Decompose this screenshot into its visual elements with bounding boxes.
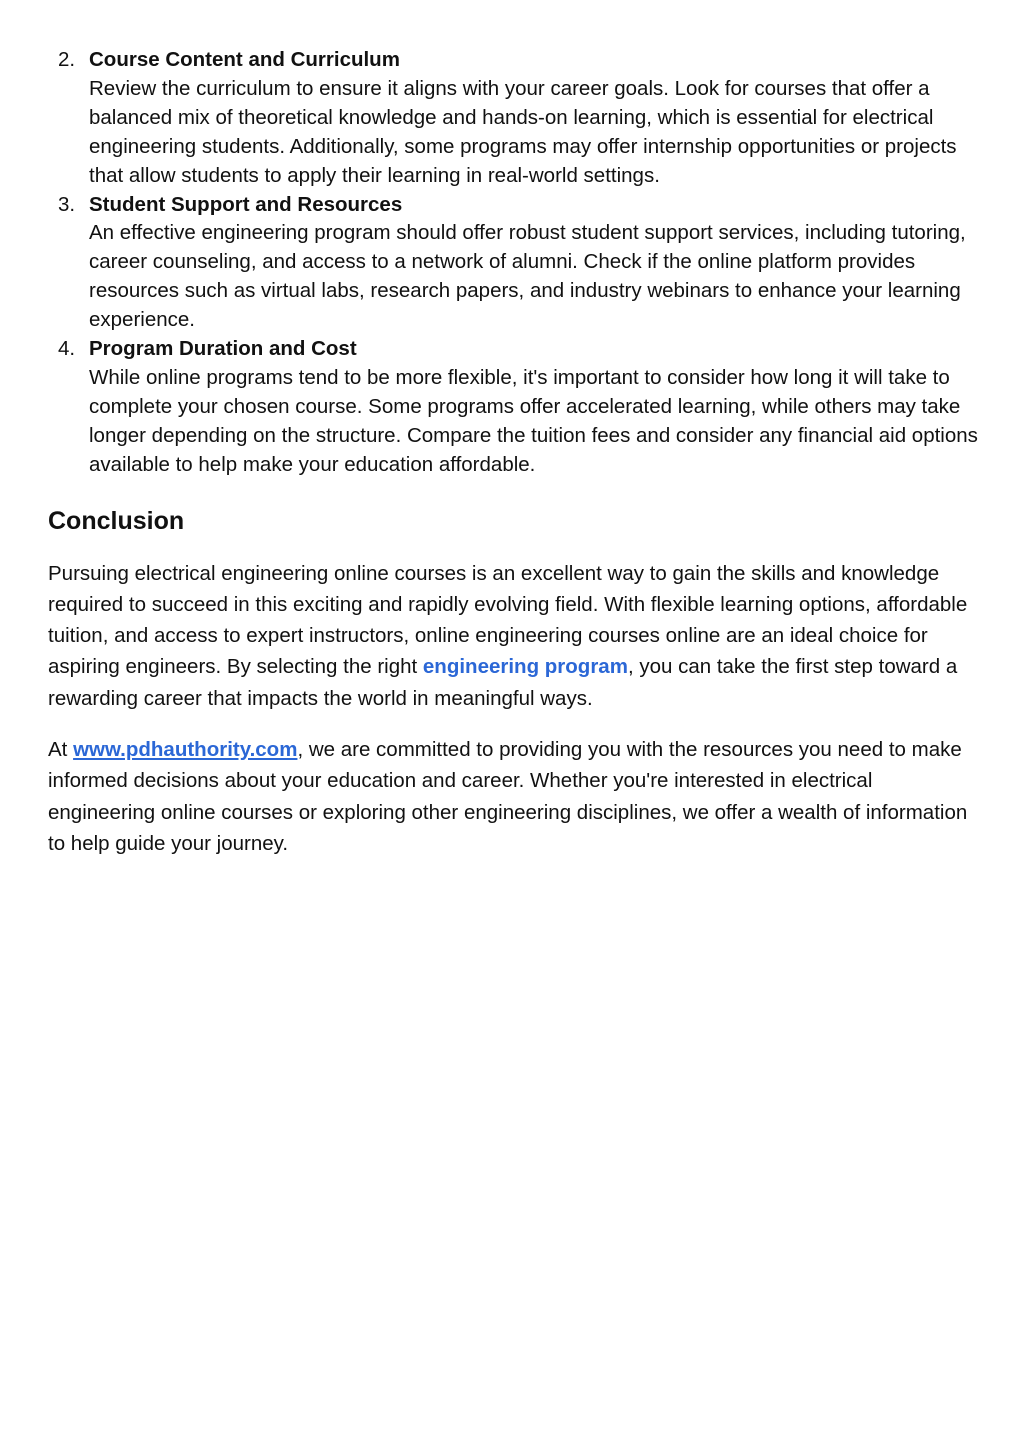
list-item-number: 3.	[58, 192, 76, 216]
document-page	[48, 46, 978, 859]
pdhauthority-link[interactable]: www.pdhauthority.com	[73, 738, 298, 762]
paragraph-text: , we are committed to providing you with the resources you need to make informed decisions about your education and career. Whether you're interested in electrical engineering online courses or exploring other engineering disciplines, we offer a wealth of information to help guide your journey.	[48, 738, 968, 855]
list-item	[48, 46, 978, 191]
list-item	[48, 191, 978, 336]
list-item-body: Review the curriculum to ensure it aligns with your career goals. Look for courses that offer a balanced mix of theoretical knowledge and hands-on learning, which is essential for electrical engineering students. Additionally, some programs may offer internship opportunities or projects that allow students to apply their learning in real-world settings.	[89, 76, 957, 187]
list-item-number: 4.	[58, 337, 76, 361]
list-item-body: An effective engineering program should offer robust student support services, including tutoring, career counseling, and access to a network of alumni. Check if the online platform provides resources such as virtual labs, research papers, and industry webinars to enhance your learning experience.	[89, 221, 966, 332]
engineering-program-link[interactable]: engineering program	[422, 655, 628, 679]
list-item-body: While online programs tend to be more flexible, it's important to consider how long it will take to complete your chosen course. Some programs offer accelerated learning, while others may take longer depending on the structure. Compare the tuition fees and consider any financial aid options available to help make your education affordable.	[89, 365, 978, 476]
list-item	[48, 335, 978, 480]
website-paragraph	[48, 734, 978, 859]
list-item-title: Course Content and Curriculum	[89, 48, 400, 71]
conclusion-heading: Conclusion	[48, 506, 185, 535]
list-item-title: Program Duration and Cost	[89, 337, 357, 361]
paragraph-text: , you can take the first step toward a rewarding career that impacts the world in meaningful ways.	[48, 655, 958, 710]
paragraph-text: At	[48, 738, 74, 762]
list-item-number: 2.	[58, 48, 76, 71]
numbered-list	[48, 46, 978, 480]
conclusion-paragraph	[48, 558, 978, 714]
paragraph-text: Pursuing electrical engineering online courses is an excellent way to gain the skills and knowledge required to succeed in this exciting and rapidly evolving field. With flexible learning options, affordable tuition, and access to expert instructors, online engineering courses online are an ideal choice for aspiring engineers. By selecting the right	[48, 561, 968, 679]
list-item-title: Student Support and Resources	[89, 192, 403, 216]
